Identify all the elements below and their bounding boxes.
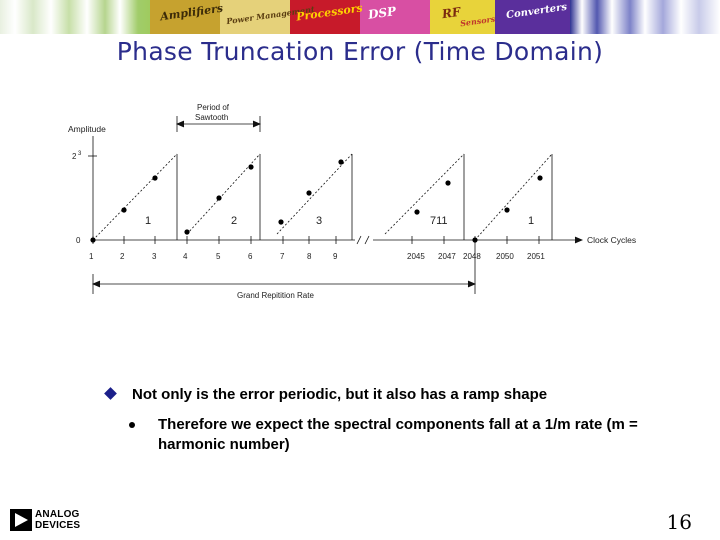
- sample-point: [445, 180, 450, 185]
- x-tick-label: 2048: [463, 252, 481, 261]
- banner-word-processors: Processors: [295, 1, 364, 24]
- period-label-line2: Sawtooth: [195, 113, 229, 122]
- banner-word-rf: RF: [441, 4, 462, 22]
- page-number: 16: [666, 510, 692, 534]
- sample-point: [472, 237, 477, 242]
- x-tick-label: 6: [248, 252, 253, 261]
- y-zero-label: 0: [76, 236, 81, 245]
- sample-point: [152, 175, 157, 180]
- slide-title: Phase Truncation Error (Time Domain): [116, 37, 604, 66]
- segment-label: 2: [231, 215, 238, 227]
- sample-point: [248, 164, 253, 169]
- x-tick-label: 2051: [527, 252, 545, 261]
- sawtooth-diagram: [55, 96, 655, 306]
- sawtooth-ramps: [93, 154, 552, 240]
- segment-label: 3: [316, 215, 323, 227]
- x-tick-label: 2047: [438, 252, 456, 261]
- sample-point: [338, 159, 343, 164]
- header-banner: [0, 0, 720, 34]
- banner-word-converters: Converters: [505, 1, 568, 22]
- x-tick-label: 8: [307, 252, 312, 261]
- banner-word-sensors: Sensors: [459, 13, 496, 29]
- y-top-label: 2: [72, 152, 77, 161]
- y-top-superscript: 3: [78, 151, 82, 157]
- sawtooth-drops: [177, 154, 552, 240]
- period-label-line1: Period of: [197, 103, 230, 112]
- x-tick-label: 5: [216, 252, 221, 261]
- amplitude-label: Amplitude: [68, 124, 106, 134]
- bullet-sub: [106, 415, 686, 455]
- x-axis-arrow: [575, 237, 582, 243]
- sample-point: [184, 229, 189, 234]
- logo-line1: ANALOG: [35, 509, 80, 520]
- banner-word-dsp: DSP: [367, 4, 397, 22]
- sample-point: [90, 237, 95, 242]
- logo-line2: DEVICES: [35, 520, 81, 531]
- banner-blue-tile: [570, 0, 720, 34]
- sample-point: [121, 207, 126, 212]
- bullet-list: [106, 386, 686, 455]
- x-axis-break: [357, 236, 369, 244]
- logo-triangle-icon: [10, 509, 32, 531]
- sample-point: [306, 190, 311, 195]
- sample-points: [90, 159, 542, 242]
- sample-point: [537, 175, 542, 180]
- segment-label: 1: [528, 215, 535, 227]
- analog-devices-logo: [10, 508, 90, 532]
- x-tick-label: 2: [120, 252, 125, 261]
- bullet-main-text: Not only is the error periodic, but it also has a ramp shape: [132, 386, 548, 403]
- x-tick-label: 1: [89, 252, 94, 261]
- x-axis-label: Clock Cycles: [587, 235, 637, 245]
- sample-point: [278, 219, 283, 224]
- sample-point: [504, 207, 509, 212]
- diamond-bullet-icon: [104, 387, 117, 400]
- x-tick-label: 7: [280, 252, 285, 261]
- segment-label: 1: [145, 215, 152, 227]
- x-tick-label: 2050: [496, 252, 514, 261]
- banner-word-amplifiers: Amplifiers: [159, 1, 224, 24]
- x-tick-label: 3: [152, 252, 157, 261]
- sample-point: [216, 195, 221, 200]
- banner-green-tile: [0, 0, 150, 34]
- banner-word-power: Power Management: [225, 3, 316, 27]
- grand-rate-label: Grand Repitition Rate: [237, 291, 314, 300]
- x-tick-label: 9: [333, 252, 338, 261]
- segment-label: 711: [430, 215, 448, 227]
- x-tick-label: 2045: [407, 252, 425, 261]
- bullet-main: [106, 386, 686, 403]
- sample-point: [414, 209, 419, 214]
- dot-bullet-icon: [129, 422, 135, 428]
- bullet-sub-text: Therefore we expect the spectral components fall at a 1/m rate (m = harmonic number): [158, 416, 638, 453]
- x-tick-label: 4: [183, 252, 188, 261]
